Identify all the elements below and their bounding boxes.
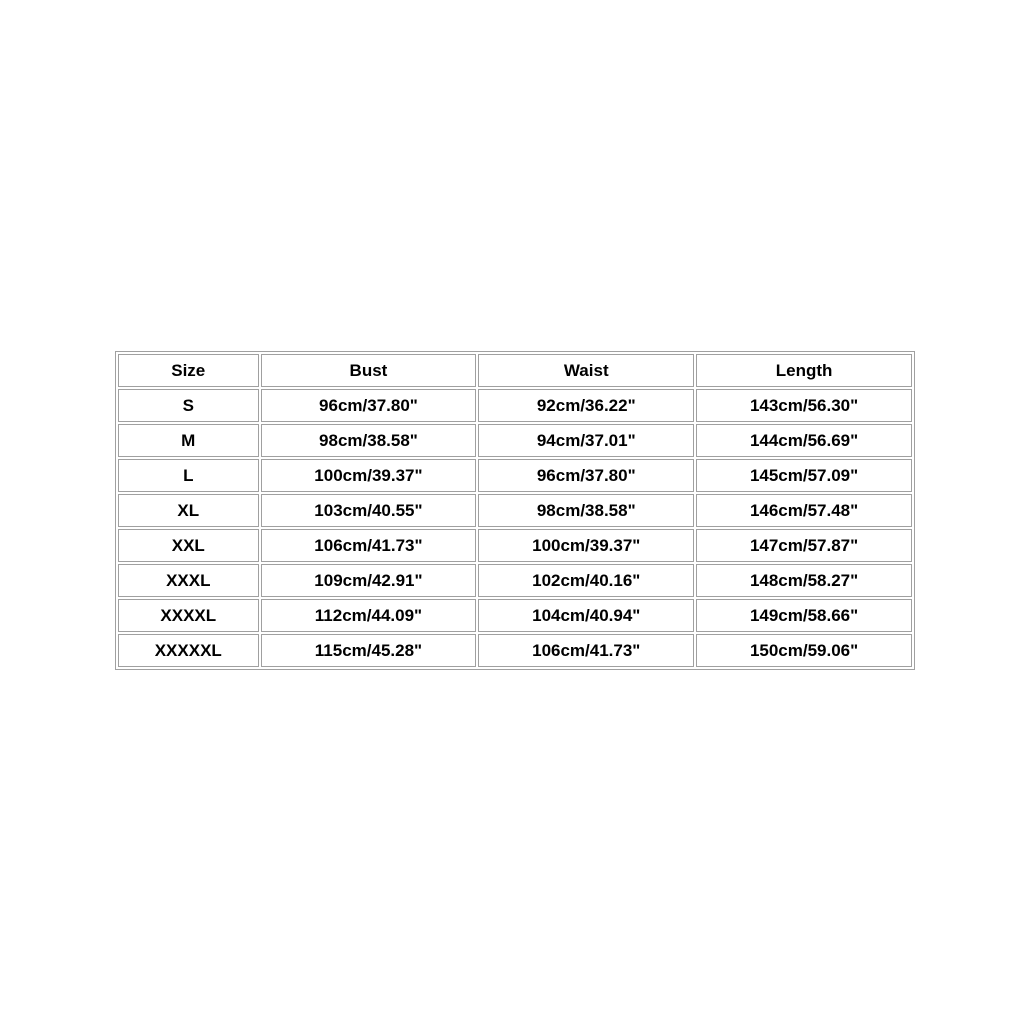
table-body xyxy=(118,389,912,667)
table-row xyxy=(118,634,912,667)
cell-waist: 92cm/36.22" xyxy=(478,389,694,422)
table-row xyxy=(118,494,912,527)
size-chart-table xyxy=(115,351,915,670)
cell-size: M xyxy=(118,424,259,457)
cell-length: 147cm/57.87" xyxy=(696,529,912,562)
header-waist: Waist xyxy=(478,354,694,387)
cell-waist: 98cm/38.58" xyxy=(478,494,694,527)
table-row xyxy=(118,564,912,597)
cell-bust: 100cm/39.37" xyxy=(261,459,477,492)
cell-bust: 106cm/41.73" xyxy=(261,529,477,562)
header-row xyxy=(118,354,912,387)
table-row xyxy=(118,529,912,562)
cell-length: 144cm/56.69" xyxy=(696,424,912,457)
cell-length: 143cm/56.30" xyxy=(696,389,912,422)
cell-waist: 96cm/37.80" xyxy=(478,459,694,492)
header-bust: Bust xyxy=(261,354,477,387)
table-header xyxy=(118,354,912,387)
cell-waist: 104cm/40.94" xyxy=(478,599,694,632)
cell-bust: 96cm/37.80" xyxy=(261,389,477,422)
cell-size: L xyxy=(118,459,259,492)
cell-size: XL xyxy=(118,494,259,527)
cell-length: 148cm/58.27" xyxy=(696,564,912,597)
cell-bust: 98cm/38.58" xyxy=(261,424,477,457)
cell-size: S xyxy=(118,389,259,422)
table-row xyxy=(118,459,912,492)
cell-bust: 109cm/42.91" xyxy=(261,564,477,597)
cell-size: XXXXL xyxy=(118,599,259,632)
cell-length: 146cm/57.48" xyxy=(696,494,912,527)
cell-bust: 115cm/45.28" xyxy=(261,634,477,667)
cell-size: XXXXXL xyxy=(118,634,259,667)
header-length: Length xyxy=(696,354,912,387)
cell-length: 145cm/57.09" xyxy=(696,459,912,492)
cell-waist: 100cm/39.37" xyxy=(478,529,694,562)
cell-length: 150cm/59.06" xyxy=(696,634,912,667)
table-row xyxy=(118,389,912,422)
header-size: Size xyxy=(118,354,259,387)
cell-waist: 106cm/41.73" xyxy=(478,634,694,667)
cell-size: XXXL xyxy=(118,564,259,597)
cell-bust: 103cm/40.55" xyxy=(261,494,477,527)
cell-bust: 112cm/44.09" xyxy=(261,599,477,632)
cell-size: XXL xyxy=(118,529,259,562)
cell-waist: 94cm/37.01" xyxy=(478,424,694,457)
cell-waist: 102cm/40.16" xyxy=(478,564,694,597)
table-row xyxy=(118,424,912,457)
table-row xyxy=(118,599,912,632)
cell-length: 149cm/58.66" xyxy=(696,599,912,632)
